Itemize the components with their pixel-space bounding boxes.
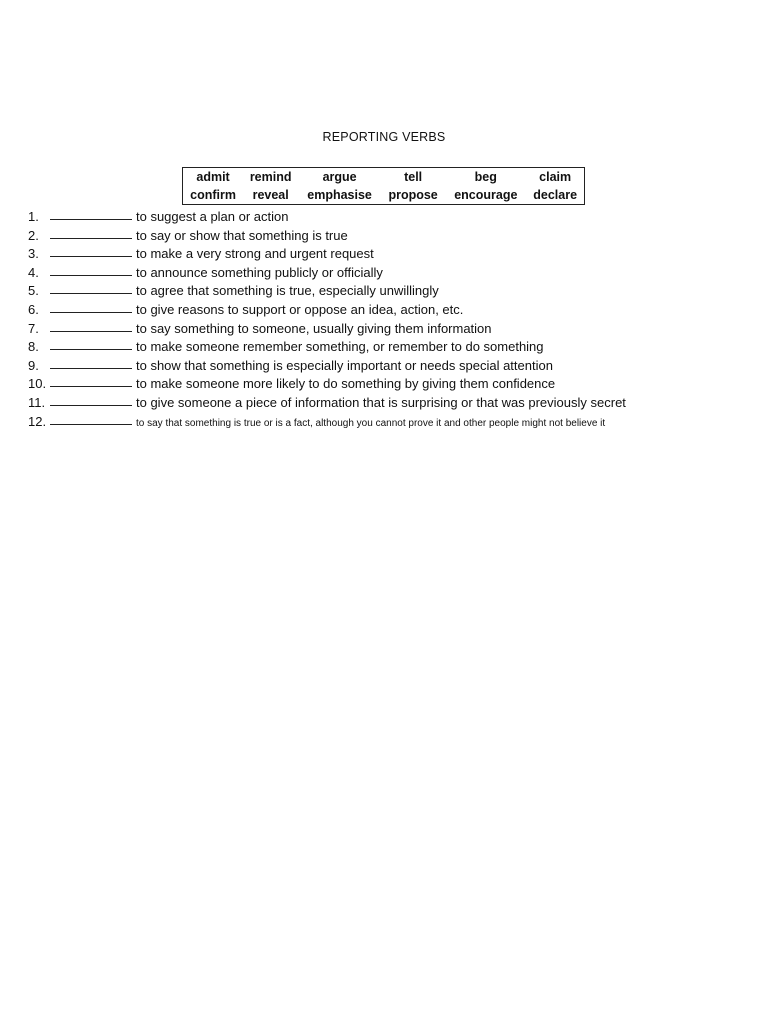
word-bank-word: emphasise (307, 187, 372, 202)
word-bank-word: claim (539, 169, 572, 184)
item-number: 11. (28, 394, 46, 410)
answer-blank[interactable] (50, 244, 132, 257)
item-definition: to announce something publicly or officially (136, 264, 383, 280)
answer-blank[interactable] (50, 393, 132, 406)
list-item (28, 375, 758, 394)
word-bank-table (183, 168, 584, 204)
word-bank-word: propose (388, 187, 438, 202)
item-number: 10. (28, 376, 47, 392)
item-definition: to give reasons to support or oppose an idea, action, etc. (136, 301, 464, 317)
item-number: 3. (28, 246, 39, 262)
list-item (28, 264, 758, 283)
item-number: 7. (28, 320, 39, 336)
answer-blank[interactable] (50, 356, 132, 369)
item-definition: to make a very strong and urgent request (136, 246, 374, 262)
item-number: 4. (28, 264, 39, 280)
item-number: 2. (28, 227, 39, 243)
word-bank-word: argue (322, 169, 357, 184)
answer-blank[interactable] (50, 281, 132, 294)
word-bank-row (183, 186, 584, 204)
list-item (28, 338, 758, 357)
item-number: 5. (28, 283, 39, 299)
word-bank-word: confirm (190, 187, 236, 202)
answer-blank[interactable] (50, 374, 132, 387)
item-definition: to agree that something is true, especially unwillingly (136, 283, 439, 299)
word-bank-word: encourage (454, 187, 518, 202)
answer-blank[interactable] (50, 207, 132, 220)
word-bank-word: remind (249, 169, 292, 184)
item-number: 9. (28, 357, 39, 373)
answer-blank[interactable] (50, 337, 132, 350)
answer-blank[interactable] (50, 300, 132, 313)
word-bank (182, 167, 585, 205)
word-bank-row (183, 168, 584, 186)
item-number: 8. (28, 339, 39, 355)
answer-blank[interactable] (50, 263, 132, 276)
item-definition: to make someone remember something, or remember to do something (136, 339, 544, 355)
list-item (28, 282, 758, 301)
list-item (28, 320, 758, 339)
page-title: REPORTING VERBS (322, 130, 446, 144)
item-definition: to say that something is true or is a fact, although you cannot prove it and other people might not believe it (136, 417, 606, 429)
item-number: 12. (28, 413, 47, 429)
answer-blank[interactable] (50, 412, 132, 425)
item-definition: to give someone a piece of information that is surprising or that was previously secret (136, 394, 626, 410)
list-item (28, 357, 758, 376)
word-bank-word: tell (404, 169, 423, 184)
item-definition: to say something to someone, usually giving them information (136, 320, 492, 336)
word-bank-word: beg (474, 169, 497, 184)
item-definition: to show that something is especially important or needs special attention (136, 357, 553, 373)
list-item (28, 245, 758, 264)
list-item (28, 413, 758, 432)
word-bank-word: admit (196, 169, 230, 184)
list-item (28, 208, 758, 227)
list-item (28, 301, 758, 320)
item-definition: to suggest a plan or action (136, 209, 289, 224)
list-item (28, 394, 758, 413)
answer-blank[interactable] (50, 319, 132, 332)
answer-blank[interactable] (50, 226, 132, 239)
exercise-list (28, 208, 758, 431)
item-number: 1. (28, 209, 39, 224)
word-bank-word: declare (533, 187, 578, 202)
item-number: 6. (28, 301, 39, 317)
word-bank-word: reveal (252, 187, 289, 202)
item-definition: to make someone more likely to do something by giving them confidence (136, 376, 556, 392)
item-definition: to say or show that something is true (136, 227, 348, 243)
list-item (28, 227, 758, 246)
